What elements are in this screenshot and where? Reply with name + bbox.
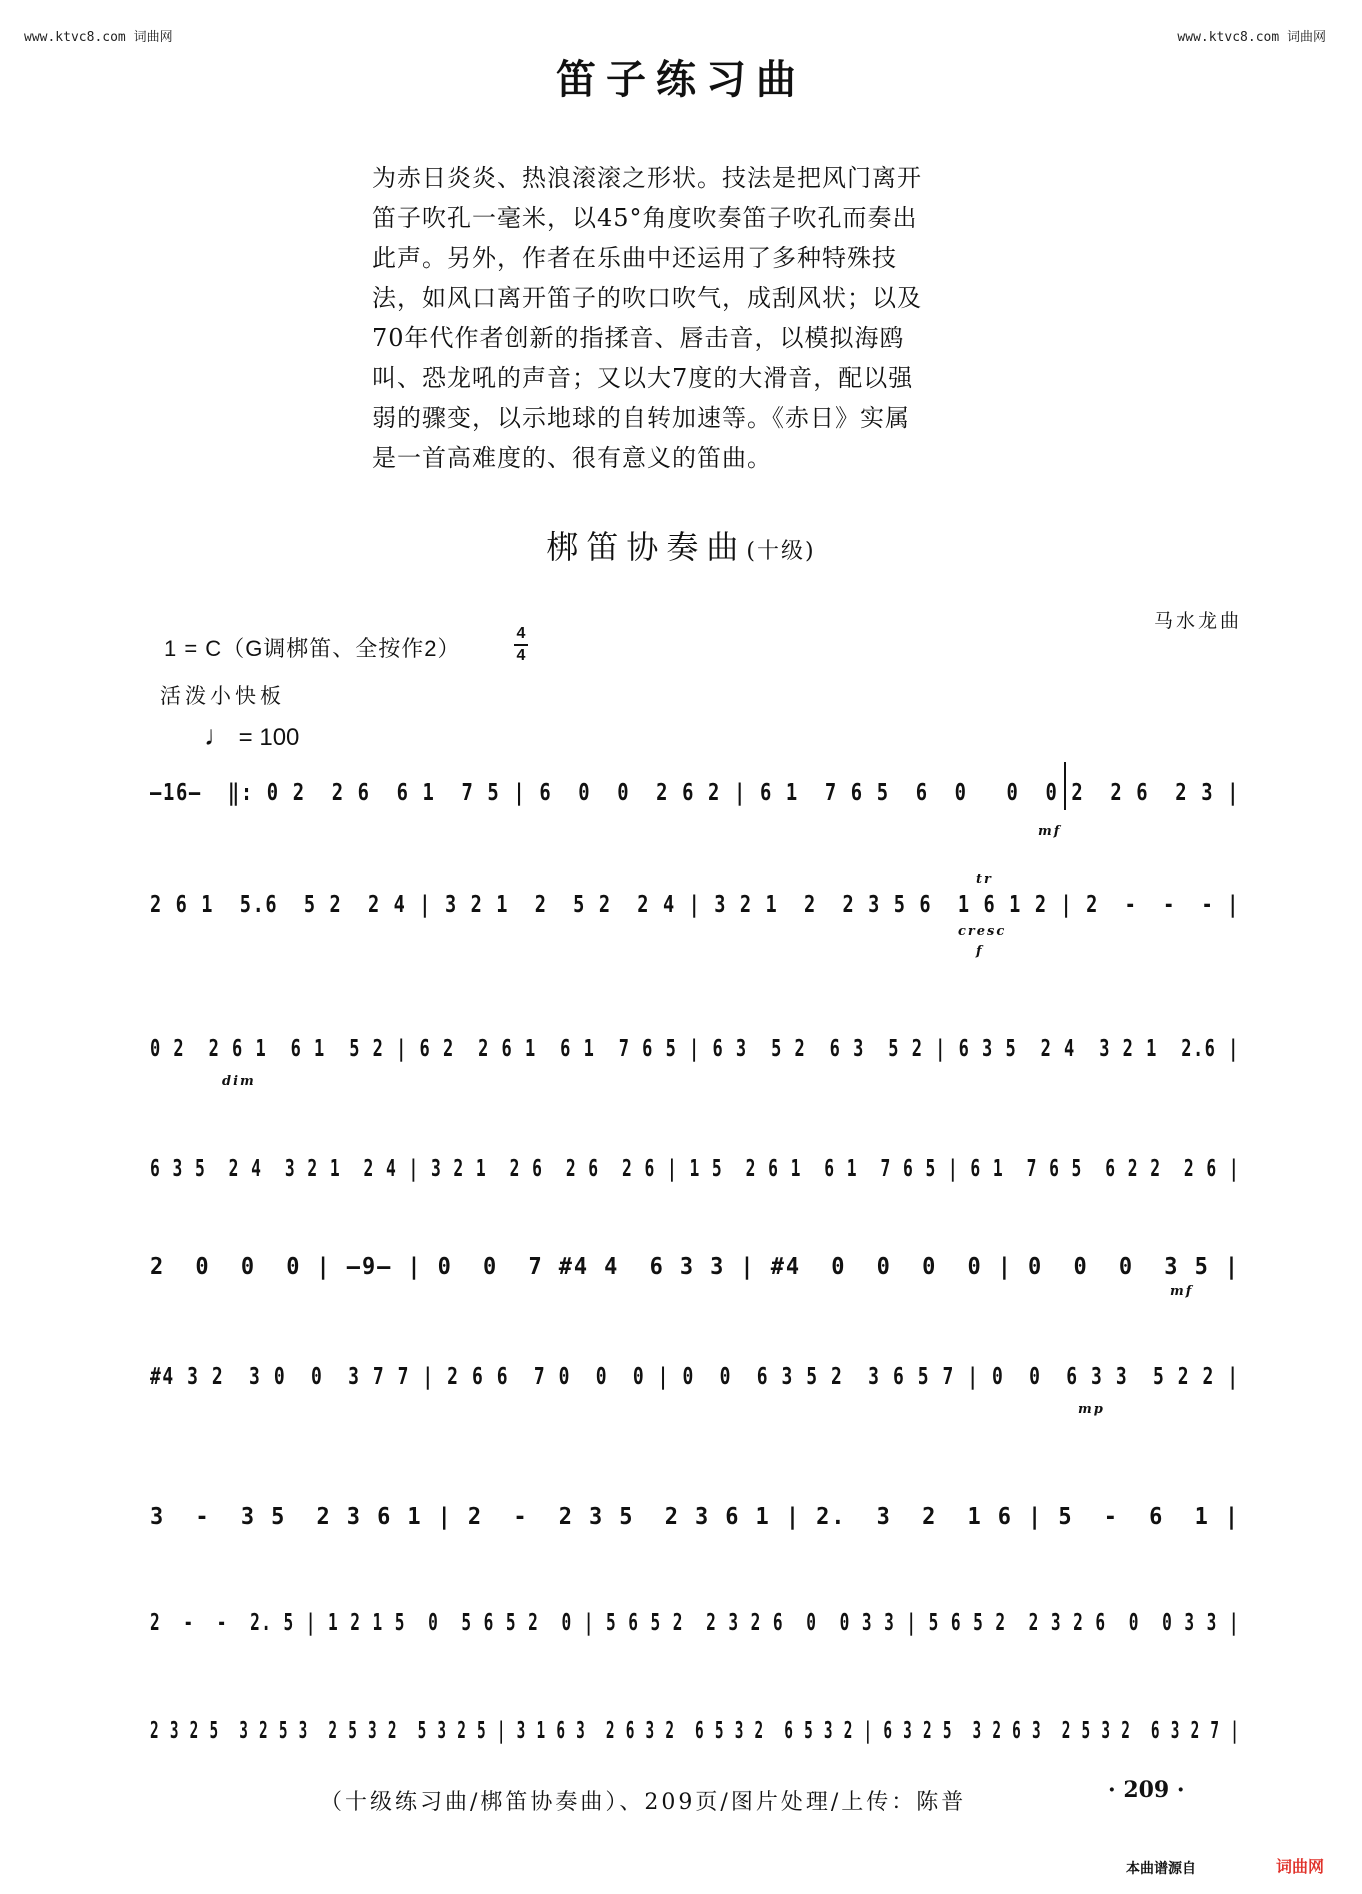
score-line-8 xyxy=(150,1582,1240,1642)
intro-line: 为赤日炎炎、热浪滚滚之形状。技法是把风门离开 xyxy=(372,164,922,192)
score-line-1 xyxy=(150,752,1241,839)
intro-paragraph xyxy=(372,158,944,478)
trill-mark: tr xyxy=(976,872,993,887)
score-notes: —16— ‖: 0 2 2 6 6 1 7 5 | 6 0 0 2 6 2 | 6 1 7 6 5 6 0 0 0 2 2 6 2 3 | xyxy=(150,780,1241,806)
right-watermark-strip xyxy=(1344,0,1362,1894)
tempo-marking: 活泼小快板 xyxy=(160,684,285,708)
metronome-marking xyxy=(204,720,299,752)
site-logo[interactable]: 词曲网 xyxy=(1276,1857,1325,1876)
score-notes: 6 3 5 2 4 3 2 1 2 4 | 3 2 1 2 6 2 6 2 6 | 1 5 2 6 1 6 1 7 6 5 | 6 1 7 6 5 6 2 2 2 6 | xyxy=(150,1156,1241,1182)
source-label: 本曲谱源自 xyxy=(1126,1861,1196,1877)
piece-title-text: 梆笛协奏曲 xyxy=(546,528,747,566)
intro-line: 70年代作者创新的指揉音、唇击音，以模拟海鸥 xyxy=(372,324,905,352)
score-notes: #4 3 2 3 0 0 3 7 7 | 2 6 6 7 0 0 0 | 0 0 6 3 5 2 3 6 5 7 | 0 0 6 3 3 5 2 2 | xyxy=(150,1364,1240,1390)
intro-line: 此声。另外，作者在乐曲中还运用了多种特殊技 xyxy=(372,244,897,272)
time-signature xyxy=(514,624,528,666)
piece-title xyxy=(0,522,1362,568)
score-line-7 xyxy=(150,1476,1240,1536)
key-signature: 1 = C（G调梆笛、全按作2） xyxy=(164,636,461,661)
dynamic-mark: f xyxy=(976,944,984,959)
page-number: · 209 · xyxy=(1108,1777,1185,1803)
score-notes: 3 - 3 5 2 3 6 1 | 2 - 2 3 5 2 3 6 1 | 2. 3 2 1 6 | 5 - 6 1 | xyxy=(150,1504,1240,1530)
score-notes: 2 - - 2. 5 | 1 2 1 5 0 5 6 5 2 0 | 5 6 5 2 2 3 2 6 0 0 3 3 | 5 6 5 2 2 3 2 6 0 0 3 3 | xyxy=(150,1610,1241,1636)
dynamic-mark: mp xyxy=(1078,1402,1105,1417)
score-line-4 xyxy=(150,1128,1240,1188)
intro-line: 叫、恐龙吼的声音；又以大7度的大滑音，配以强 xyxy=(372,364,914,392)
time-signature-bottom: 4 xyxy=(516,647,526,664)
metronome-value: = 100 xyxy=(238,724,300,751)
score-notes: 2 3 2 5 3 2 5 3 2 5 3 2 5 3 2 5 | 3 1 6 3 2 6 3 2 6 5 3 2 6 5 3 2 | 6 3 2 5 3 2 6 3 2 5 3 2 6 3 2 7 | xyxy=(150,1718,1241,1744)
header-url-left[interactable]: www.ktvc8.com 词曲网 xyxy=(24,30,173,45)
intro-line: 是一首高难度的、很有意义的笛曲。 xyxy=(372,444,772,472)
left-watermark-strip xyxy=(0,0,18,1894)
dynamic-mark: dim xyxy=(222,1074,256,1089)
score-notes: 0 2 2 6 1 6 1 5 2 | 6 2 2 6 1 6 1 7 6 5 | 6 3 5 2 6 3 5 2 | 6 3 5 2 4 3 2 1 2.6 | xyxy=(150,1036,1240,1062)
score-line-6 xyxy=(150,1336,1240,1417)
dynamic-mark: cresc xyxy=(958,924,1007,939)
composer-credit: 马水龙曲 xyxy=(1153,610,1242,632)
score-line-5 xyxy=(150,1226,1240,1299)
score-line-9 xyxy=(150,1690,1240,1750)
piece-level: (十级) xyxy=(746,539,816,564)
score-line-3 xyxy=(150,1008,1240,1089)
score-notes: 2 6 1 5.6 5 2 2 4 | 3 2 1 2 5 2 2 4 | 3 2 1 2 2 3 5 6 1 6 1 2 | 2 - - - | xyxy=(150,892,1241,918)
intro-line: 法，如风口离开笛子的吹口吹气，成刮风状；以及 xyxy=(372,284,922,312)
score-line-2 xyxy=(150,864,1241,959)
quarter-note-icon: ♩ xyxy=(204,720,232,751)
score-notes: 2 0 0 0 | —9— | 0 0 7 #4 4 6 3 3 | #4 0 0 0 0 | 0 0 0 3 5 | xyxy=(150,1254,1240,1280)
page-title: 笛子练习曲 xyxy=(556,56,806,103)
intro-line: 笛子吹孔一毫米，以45°角度吹奏笛子吹孔而奏出 xyxy=(372,204,918,232)
dynamic-mark: mf xyxy=(1170,1284,1194,1299)
dynamic-mark: mf xyxy=(1038,824,1062,839)
footer-caption: （十级练习曲/梆笛协奏曲）、209页/图片处理/上传：陈普 xyxy=(320,1790,967,1815)
time-signature-top: 4 xyxy=(516,625,526,642)
header-url-right[interactable]: www.ktvc8.com 词曲网 xyxy=(1177,30,1326,45)
intro-line: 弱的骤变，以示地球的自转加速等。《赤日》实属 xyxy=(372,404,910,432)
